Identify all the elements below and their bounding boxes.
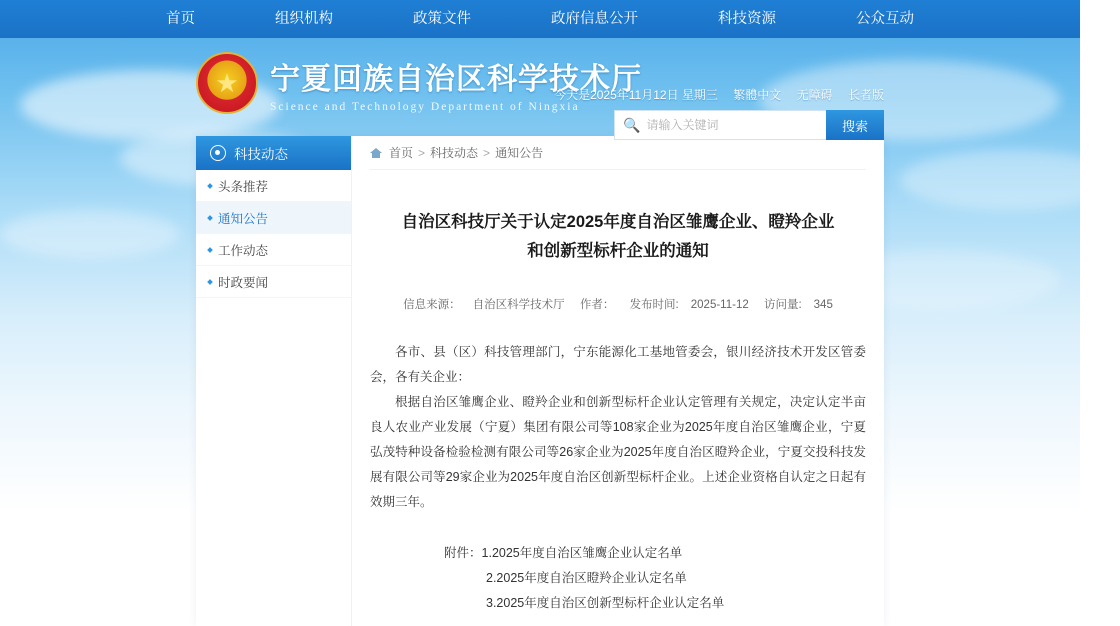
attachment-label: 附件： xyxy=(444,545,482,560)
attachment-item-2[interactable]: 2.2025年度自治区瞪羚企业认定名单 xyxy=(486,570,687,585)
link-traditional-chinese[interactable]: 繁體中文 xyxy=(733,88,782,102)
sidebar-item-label: 头条推荐 xyxy=(218,179,269,194)
cloud-decoration xyxy=(900,150,1120,210)
cloud-decoration xyxy=(0,210,180,258)
attachment-row xyxy=(444,566,866,591)
site-header xyxy=(0,38,1080,136)
search-input-wrapper[interactable] xyxy=(614,110,826,140)
article-meta xyxy=(370,296,866,324)
main-column xyxy=(352,136,884,626)
site-title-cn: 宁夏回族自治区科学技术厅 xyxy=(270,62,642,96)
search-icon: 🔍 xyxy=(623,116,641,133)
breadcrumb-separator: > xyxy=(418,145,426,160)
article-title-line1: 自治区科技厅关于认定2025年度自治区雏鹰企业、瞪羚企业 xyxy=(401,213,835,231)
sidebar-item-current-affairs[interactable] xyxy=(196,266,351,298)
nav-item-home[interactable]: 首页 xyxy=(166,11,195,27)
breadcrumb-item-tech-news[interactable]: 科技动态 xyxy=(430,146,479,160)
site-brand[interactable] xyxy=(196,52,642,114)
article-title-line2: 和创新型标杆企业的通知 xyxy=(527,241,709,260)
main-navigation xyxy=(0,0,1080,38)
link-elder-version[interactable]: 长者版 xyxy=(847,88,884,102)
sidebar-item-label: 时政要闻 xyxy=(218,275,269,290)
sidebar-heading xyxy=(196,136,351,170)
brand-text xyxy=(270,54,642,113)
sidebar xyxy=(196,136,352,626)
meta-source-label: 信息来源： xyxy=(403,298,461,311)
breadcrumb-item-home[interactable]: 首页 xyxy=(389,146,414,160)
search-box xyxy=(614,110,884,140)
attachment-row xyxy=(444,541,866,566)
meta-views-label: 访问量: xyxy=(763,298,802,311)
gear-icon xyxy=(210,145,226,161)
link-accessibility[interactable]: 无障碍 xyxy=(796,88,833,102)
nav-item-organization[interactable]: 组织机构 xyxy=(275,11,333,27)
article-paragraph: 根据自治区雏鹰企业、瞪羚企业和创新型标杆企业认定管理有关规定，决定认定半亩良人农业产业发展（宁夏）集团有限公司等108家企业为2025年度自治区雏鹰企业，宁夏弘茂特种设备检验检测有限公司等26家企业为2025年度自治区瞪羚企业，宁夏交投科技发展有限公司等29家企业为2025年度自治区创新型标杆企业。上述企业资格自认定之日起有效期三年。 xyxy=(370,394,866,509)
meta-publish-label: 发布时间: xyxy=(629,298,679,311)
national-emblem-icon xyxy=(196,52,258,114)
search-input[interactable] xyxy=(646,118,826,132)
article-title xyxy=(396,208,840,266)
sidebar-item-label: 通知公告 xyxy=(218,211,269,226)
search-button[interactable]: 搜索 xyxy=(826,110,884,140)
meta-publish-value: 2025-11-12 xyxy=(690,298,749,311)
meta-source-value: 自治区科学技术厅 xyxy=(472,298,565,311)
nav-item-government-info[interactable]: 政府信息公开 xyxy=(551,11,638,27)
breadcrumb-separator: > xyxy=(483,145,491,160)
utility-line xyxy=(544,86,884,103)
content-panel xyxy=(196,136,884,626)
nav-item-public-interaction[interactable]: 公众互动 xyxy=(856,11,914,27)
nav-item-tech-resources[interactable]: 科技资源 xyxy=(718,11,776,27)
site-title-en: Science and Technology Department of Ningxia xyxy=(270,100,580,113)
attachment-row xyxy=(444,591,866,616)
sidebar-item-label: 工作动态 xyxy=(218,243,269,258)
meta-author-label: 作者： xyxy=(579,298,615,311)
nav-item-policy-documents[interactable]: 政策文件 xyxy=(413,11,471,27)
meta-views-value: 345 xyxy=(813,298,833,311)
attachment-item-1[interactable]: 1.2025年度自治区雏鹰企业认定名单 xyxy=(481,545,683,560)
article-paragraph: 各市、县（区）科技管理部门，宁东能源化工基地管委会，银川经济技术开发区管委会，各有关企业： xyxy=(370,344,866,384)
home-icon xyxy=(370,148,382,158)
sidebar-item-headline[interactable] xyxy=(196,170,351,202)
sidebar-item-work-news[interactable] xyxy=(196,234,351,266)
attachment-item-3[interactable]: 3.2025年度自治区创新型标杆企业认定名单 xyxy=(486,595,725,610)
attachment-list xyxy=(370,541,866,616)
current-date: 今天是2025年11月12日 星期三 xyxy=(554,88,718,102)
sidebar-heading-label: 科技动态 xyxy=(234,147,288,162)
breadcrumb-item-notice[interactable]: 通知公告 xyxy=(495,146,544,160)
article-body xyxy=(370,340,866,515)
sidebar-item-notice[interactable] xyxy=(196,202,351,234)
breadcrumb xyxy=(370,136,866,170)
